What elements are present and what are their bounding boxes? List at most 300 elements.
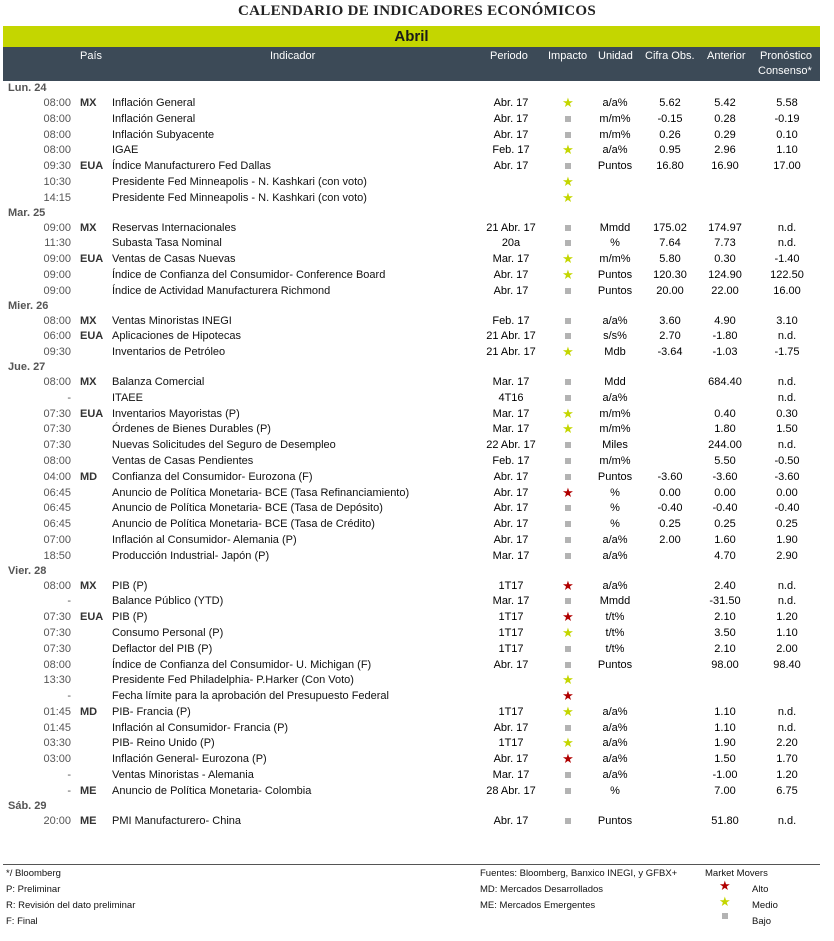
row-unit: a/a%: [602, 533, 628, 546]
footnote-fuentes: Fuentes: Bloomberg, Banxico INEGI, y GFBX+: [480, 868, 678, 879]
row-indicator: Anuncio de Política Monetaria- BCE (Tasa de Depósito): [112, 502, 383, 515]
table-row: [0, 453, 834, 469]
table-row: [0, 111, 834, 127]
row-indicator: Subasta Tasa Nominal: [112, 237, 222, 250]
table-row: [0, 174, 834, 190]
table-row: [0, 625, 834, 641]
row-time: 09:00: [43, 221, 71, 234]
row-indicator: Índice de Confianza del Consumidor- Conference Board: [112, 268, 386, 281]
row-unit: m/m%: [599, 112, 631, 125]
impact-low-square-icon: [557, 720, 579, 736]
row-previous: 5.50: [714, 454, 736, 467]
row-unit: Mdb: [604, 346, 626, 359]
row-unit: Puntos: [597, 470, 633, 483]
day-label: Vier. 28: [8, 564, 47, 577]
row-indicator: PIB- Reino Unido (P): [112, 737, 215, 750]
row-forecast: n.d.: [777, 391, 797, 404]
impact-medium-star-icon: ★: [562, 251, 574, 267]
row-previous: 174.97: [708, 221, 742, 234]
row-indicator: Inflación General: [112, 97, 196, 109]
row-previous: 0.29: [714, 128, 736, 141]
table-row: [0, 328, 834, 344]
legend-title: Market Movers: [705, 868, 768, 879]
legend-medio-star-icon: ★: [719, 894, 731, 909]
row-previous: 2.96: [714, 144, 736, 157]
row-time: 08:00: [43, 658, 71, 671]
impact-high-star-icon: ★: [562, 577, 574, 593]
row-unit: a/a%: [602, 97, 628, 109]
row-country: MD: [80, 470, 98, 483]
row-previous: 2.10: [714, 611, 736, 624]
row-period: 20a: [501, 237, 521, 250]
row-previous: 22.00: [711, 284, 739, 297]
table-row: [0, 220, 834, 236]
table-row: [0, 609, 834, 625]
day-label: Sáb. 29: [8, 799, 47, 812]
row-unit: %: [610, 784, 620, 797]
row-forecast: 0.25: [776, 518, 798, 531]
month-bar: Abril: [3, 26, 820, 47]
row-period: Abr. 17: [493, 97, 529, 109]
row-forecast: -0.40: [774, 502, 800, 515]
row-forecast: 0.30: [776, 407, 798, 420]
row-observed: 2.00: [659, 533, 681, 546]
row-observed: 0.00: [659, 486, 681, 499]
row-time: 08:00: [43, 97, 71, 109]
row-forecast: 2.90: [776, 549, 798, 562]
row-time: -: [67, 784, 71, 797]
row-observed: 7.64: [659, 237, 681, 250]
row-country: MX: [80, 221, 97, 234]
row-period: Abr. 17: [493, 284, 529, 297]
row-time: 14:15: [43, 191, 71, 204]
row-country: ME: [80, 814, 97, 827]
row-previous: 0.40: [714, 407, 736, 420]
impact-high-star-icon: ★: [562, 609, 574, 625]
row-period: Abr. 17: [493, 533, 529, 546]
row-period: Mar. 17: [492, 407, 530, 420]
table-row: [0, 813, 834, 829]
row-period: 21 Abr. 17: [486, 330, 536, 343]
row-previous: 124.90: [708, 268, 742, 281]
row-unit: Miles: [602, 439, 628, 452]
row-observed: 20.00: [656, 284, 684, 297]
row-time: 03:00: [43, 753, 71, 766]
row-observed: 0.95: [659, 144, 681, 157]
impact-low-square-icon: [557, 158, 579, 174]
row-time: 01:45: [43, 721, 71, 734]
footnote-revision: R: Revisión del dato preliminar: [6, 900, 136, 911]
table-row: [0, 390, 834, 406]
row-previous: 4.70: [714, 549, 736, 562]
row-unit: t/t%: [605, 642, 625, 655]
footer-divider: [3, 864, 820, 865]
row-time: 08:00: [43, 454, 71, 467]
impact-medium-star-icon: ★: [562, 672, 574, 688]
impact-low-square-icon: [557, 593, 579, 609]
impact-low-square-icon: [557, 813, 579, 829]
row-previous: 1.10: [714, 721, 736, 734]
row-indicator: PIB (P): [112, 611, 148, 624]
row-period: Abr. 17: [493, 112, 529, 125]
row-unit: Mdd: [604, 375, 626, 388]
row-forecast: 98.40: [773, 658, 801, 671]
row-forecast: n.d.: [777, 579, 797, 592]
impact-low-square-icon: [557, 437, 579, 453]
row-forecast: 16.00: [773, 284, 801, 297]
row-indicator: Inventarios de Petróleo: [112, 346, 226, 359]
legend-bajo-square-icon: [722, 913, 728, 919]
row-forecast: n.d.: [777, 721, 797, 734]
table-row: [0, 485, 834, 501]
row-indicator: ITAEE: [112, 391, 143, 404]
day-label: Mier. 26: [8, 299, 49, 312]
table-header: [3, 47, 820, 81]
legend-medio-label: Medio: [752, 900, 778, 911]
row-previous: -31.50: [709, 595, 741, 608]
row-previous: -1.80: [712, 330, 738, 343]
row-time: 10:30: [43, 175, 71, 188]
row-forecast: 1.50: [776, 423, 798, 436]
row-forecast: 0.10: [776, 128, 798, 141]
row-forecast: n.d.: [777, 814, 797, 827]
row-country: EUA: [80, 253, 104, 266]
row-period: Mar. 17: [492, 423, 530, 436]
impact-medium-star-icon: ★: [562, 142, 574, 158]
row-previous: 0.00: [714, 486, 736, 499]
impact-medium-star-icon: ★: [562, 405, 574, 421]
table-row: [0, 283, 834, 299]
row-forecast: 1.20: [776, 769, 798, 782]
table-row: [0, 516, 834, 532]
header-indicador: Indicador: [270, 50, 316, 62]
row-previous: -0.40: [712, 502, 738, 515]
row-forecast: -1.40: [774, 253, 800, 266]
row-indicator: Nuevas Solicitudes del Seguro de Desempleo: [112, 439, 336, 452]
row-country: MD: [80, 705, 98, 718]
row-time: 13:30: [43, 674, 71, 687]
row-forecast: -0.50: [774, 454, 800, 467]
row-time: 07:30: [43, 423, 71, 436]
row-time: 04:00: [43, 470, 71, 483]
row-previous: 1.60: [714, 533, 736, 546]
row-forecast: n.d.: [777, 330, 797, 343]
impact-medium-star-icon: ★: [562, 703, 574, 719]
row-indicator: Confianza del Consumidor- Eurozona (F): [112, 470, 313, 483]
row-period: Abr. 17: [493, 814, 529, 827]
impact-medium-star-icon: ★: [562, 344, 574, 360]
row-previous: 98.00: [711, 658, 739, 671]
row-time: 01:45: [43, 705, 71, 718]
row-forecast: n.d.: [777, 221, 797, 234]
row-unit: Mmdd: [599, 595, 631, 608]
row-indicator: Ventas de Casas Nuevas: [112, 253, 236, 266]
impact-low-square-icon: [557, 500, 579, 516]
row-country: ME: [80, 784, 97, 797]
row-previous: -1.00: [712, 769, 738, 782]
row-unit: t/t%: [605, 626, 625, 639]
row-period: Abr. 17: [493, 753, 529, 766]
table-row: [0, 469, 834, 485]
row-unit: a/a%: [602, 769, 628, 782]
row-unit: a/a%: [602, 753, 628, 766]
table-row: [0, 313, 834, 329]
row-unit: a/a%: [602, 144, 628, 157]
page-title: CALENDARIO DE INDICADORES ECONÓMICOS: [238, 3, 596, 19]
row-time: 08:00: [43, 144, 71, 157]
row-forecast: -3.60: [774, 470, 800, 483]
header-periodo: Periodo: [490, 50, 528, 62]
header-cifra: Cifra Obs.: [645, 50, 695, 62]
table-row: [0, 190, 834, 206]
row-unit: m/m%: [599, 253, 631, 266]
row-previous: 16.90: [711, 160, 739, 173]
footnote-md: MD: Mercados Desarrollados: [480, 884, 604, 895]
row-period: 21 Abr. 17: [486, 346, 536, 359]
table-row: [0, 95, 834, 111]
row-unit: a/a%: [602, 314, 628, 327]
row-observed: 16.80: [656, 160, 684, 173]
row-observed: 0.26: [659, 128, 681, 141]
row-period: 22 Abr. 17: [486, 439, 536, 452]
row-indicator: Ventas de Casas Pendientes: [112, 454, 254, 467]
row-time: -: [67, 769, 71, 782]
row-indicator: Índice de Confianza del Consumidor- U. Michigan (F): [112, 658, 372, 671]
row-forecast: n.d.: [777, 439, 797, 452]
calendar-body: [0, 81, 834, 828]
row-unit: %: [610, 237, 620, 250]
row-forecast: -0.19: [774, 112, 800, 125]
row-indicator: PIB (P): [112, 579, 148, 592]
row-forecast: 3.10: [776, 314, 798, 327]
impact-medium-star-icon: ★: [562, 95, 574, 110]
impact-medium-star-icon: ★: [562, 735, 574, 751]
row-previous: -3.60: [712, 470, 738, 483]
impact-low-square-icon: [557, 767, 579, 783]
header-anterior: Anterior: [707, 50, 746, 62]
row-forecast: 1.90: [776, 533, 798, 546]
header-pais: País: [80, 50, 103, 62]
table-row: [0, 406, 834, 422]
row-period: 1T17: [498, 579, 524, 592]
row-indicator: Ventas Minoristas INEGI: [112, 314, 232, 327]
row-unit: Puntos: [597, 814, 633, 827]
row-observed: 120.30: [653, 268, 687, 281]
row-indicator: Ventas Minoristas - Alemania: [112, 769, 254, 782]
row-forecast: 0.00: [776, 486, 798, 499]
impact-high-star-icon: ★: [562, 484, 574, 500]
row-time: 20:00: [43, 814, 71, 827]
row-forecast: 1.20: [776, 611, 798, 624]
row-period: Abr. 17: [493, 658, 529, 671]
row-period: 21 Abr. 17: [486, 221, 536, 234]
row-period: 1T17: [498, 611, 524, 624]
table-row: [0, 235, 834, 251]
impact-medium-star-icon: ★: [562, 173, 574, 189]
row-period: Abr. 17: [493, 128, 529, 141]
row-unit: s/s%: [603, 330, 627, 343]
row-previous: 1.10: [714, 705, 736, 718]
row-time: -: [67, 595, 71, 608]
impact-low-square-icon: [557, 127, 579, 143]
row-country: EUA: [80, 330, 104, 343]
row-period: Abr. 17: [493, 160, 529, 173]
row-previous: 1.80: [714, 423, 736, 436]
impact-medium-star-icon: ★: [562, 189, 574, 205]
row-forecast: 17.00: [773, 160, 801, 173]
row-indicator: Fecha límite para la aprobación del Presupuesto Federal: [112, 690, 389, 703]
row-previous: 7.73: [714, 237, 736, 250]
row-unit: a/a%: [602, 737, 628, 750]
header-consenso: Consenso*: [758, 65, 812, 77]
row-unit: t/t%: [605, 611, 625, 624]
row-forecast: n.d.: [777, 237, 797, 250]
row-previous: 0.25: [714, 518, 736, 531]
row-country: MX: [80, 97, 97, 109]
row-previous: -1.03: [712, 346, 738, 359]
row-previous: 0.28: [714, 112, 736, 125]
row-previous: 2.10: [714, 642, 736, 655]
table-row: [0, 767, 834, 783]
row-observed: 5.62: [659, 97, 681, 109]
row-time: -: [67, 391, 71, 404]
row-forecast: 1.10: [776, 626, 798, 639]
row-period: Abr. 17: [493, 518, 529, 531]
row-indicator: Reservas Internacionales: [112, 221, 237, 234]
row-indicator: Órdenes de Bienes Durables (P): [112, 423, 271, 436]
row-indicator: PMI Manufacturero- China: [112, 814, 241, 827]
day-label: Lun. 24: [8, 82, 47, 94]
row-unit: m/m%: [599, 128, 631, 141]
row-unit: Puntos: [597, 284, 633, 297]
row-time: 09:00: [43, 284, 71, 297]
impact-low-square-icon: [557, 548, 579, 564]
row-previous: 7.00: [714, 784, 736, 797]
table-row: [0, 374, 834, 390]
row-indicator: Inventarios Mayoristas (P): [112, 407, 240, 420]
table-row: [0, 735, 834, 751]
row-country: MX: [80, 375, 97, 388]
row-time: 06:45: [43, 518, 71, 531]
row-indicator: Índice Manufacturero Fed Dallas: [112, 160, 271, 173]
row-unit: m/m%: [599, 407, 631, 420]
row-previous: 51.80: [711, 814, 739, 827]
row-period: Mar. 17: [492, 595, 530, 608]
table-row: [0, 720, 834, 736]
row-unit: a/a%: [602, 549, 628, 562]
row-previous: 2.40: [714, 579, 736, 592]
row-unit: Puntos: [597, 268, 633, 281]
row-period: 1T17: [498, 642, 524, 655]
row-forecast: 1.10: [776, 144, 798, 157]
row-period: Abr. 17: [493, 486, 529, 499]
row-indicator: PIB- Francia (P): [112, 705, 191, 718]
row-previous: 0.30: [714, 253, 736, 266]
impact-medium-star-icon: ★: [562, 266, 574, 282]
row-indicator: Inflación al Consumidor- Francia (P): [112, 721, 289, 734]
row-unit: %: [610, 502, 620, 515]
row-observed: -0.40: [657, 502, 683, 515]
row-forecast: 6.75: [776, 784, 798, 797]
row-time: 03:30: [43, 737, 71, 750]
row-indicator: Balance Público (YTD): [112, 595, 224, 608]
row-forecast: 1.70: [776, 753, 798, 766]
table-row: [0, 267, 834, 283]
table-row: [0, 578, 834, 594]
row-time: 07:30: [43, 611, 71, 624]
impact-high-star-icon: ★: [562, 751, 574, 767]
row-observed: 5.80: [659, 253, 681, 266]
impact-low-square-icon: [557, 516, 579, 532]
row-observed: 175.02: [653, 221, 687, 234]
row-indicator: Anuncio de Política Monetaria- BCE (Tasa de Crédito): [112, 518, 375, 531]
table-row: [0, 548, 834, 564]
table-row: [0, 344, 834, 360]
table-row: [0, 421, 834, 437]
table-row: [0, 127, 834, 143]
table-row: [0, 532, 834, 548]
row-observed: 3.60: [659, 314, 681, 327]
row-previous: 5.42: [714, 97, 736, 109]
header-impacto: Impacto: [548, 50, 588, 62]
row-time: 09:00: [43, 268, 71, 281]
row-time: 08:00: [43, 579, 71, 592]
row-period: Feb. 17: [492, 144, 530, 157]
impact-low-square-icon: [557, 783, 579, 799]
row-previous: 684.40: [708, 375, 742, 388]
row-observed: 0.25: [659, 518, 681, 531]
row-unit: a/a%: [602, 391, 628, 404]
row-unit: a/a%: [602, 721, 628, 734]
row-indicator: Anuncio de Política Monetaria- BCE (Tasa Refinanciamiento): [112, 486, 410, 499]
row-indicator: Anuncio de Política Monetaria- Colombia: [112, 784, 312, 797]
row-period: Mar. 17: [492, 549, 530, 562]
row-indicator: Deflactor del PIB (P): [112, 642, 213, 655]
row-forecast: n.d.: [777, 375, 797, 388]
row-time: 06:45: [43, 502, 71, 515]
row-previous: 3.50: [714, 626, 736, 639]
header-unidad: Unidad: [598, 50, 633, 62]
row-indicator: Inflación al Consumidor- Alemania (P): [112, 533, 297, 546]
row-period: 1T17: [498, 705, 524, 718]
day-label: Mar. 25: [8, 206, 46, 219]
row-indicator: Consumo Personal (P): [112, 626, 224, 639]
row-indicator: IGAE: [112, 144, 139, 157]
row-observed: 2.70: [659, 330, 681, 343]
impact-low-square-icon: [557, 469, 579, 485]
table-row: [0, 142, 834, 158]
row-observed: -3.64: [657, 346, 683, 359]
legend-bajo-label: Bajo: [752, 916, 772, 927]
impact-low-square-icon: [557, 111, 579, 127]
row-indicator: Inflación General- Eurozona (P): [112, 753, 267, 766]
row-observed: -3.60: [657, 470, 683, 483]
row-time: 08:00: [43, 128, 71, 141]
impact-medium-star-icon: ★: [562, 624, 574, 640]
row-indicator: Presidente Fed Philadelphia- P.Harker (Con Voto): [112, 674, 354, 687]
row-time: 07:30: [43, 407, 71, 420]
table-row: [0, 641, 834, 657]
row-period: Abr. 17: [493, 470, 529, 483]
row-country: MX: [80, 579, 97, 592]
row-period: Mar. 17: [492, 253, 530, 266]
footnote-bloomberg: */ Bloomberg: [6, 868, 61, 879]
impact-low-square-icon: [557, 235, 579, 251]
row-indicator: Inflación Subyacente: [112, 128, 215, 141]
row-forecast: -1.75: [774, 346, 800, 359]
row-previous: 1.50: [714, 753, 736, 766]
row-time: 09:00: [43, 253, 71, 266]
